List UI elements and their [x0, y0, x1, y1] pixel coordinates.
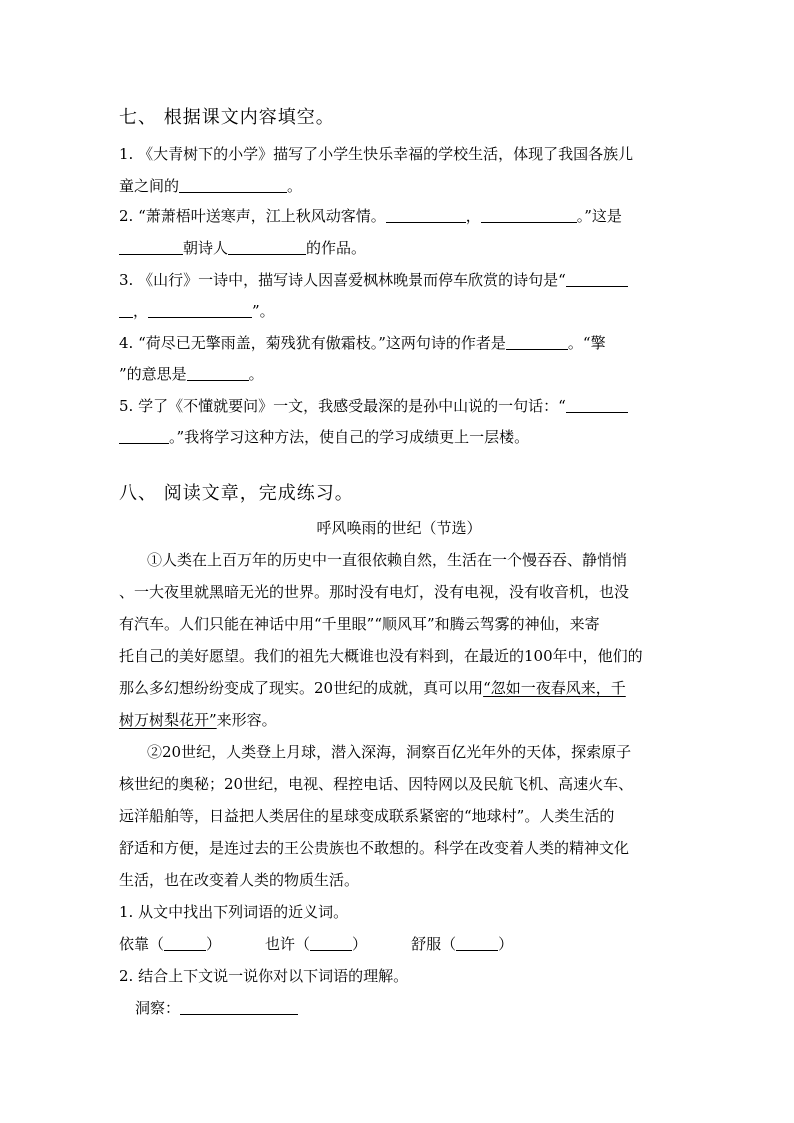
q2-line2	[119, 238, 679, 258]
q3-line2	[119, 301, 679, 321]
q2-text-a: 2. “萧萧梧叶送寒声，江上秋风动客情。	[119, 207, 386, 225]
q4-blank-author[interactable]	[506, 335, 568, 350]
synonym-row	[119, 934, 679, 954]
s8-q2-word-row	[119, 998, 679, 1018]
poem-quote-underlined: “忽如一夜春风来，千	[483, 679, 626, 697]
q5-line1	[119, 396, 679, 416]
q5-text-a: 5. 学了《不懂就要问》一文，我感受最深的是孙中山说的一句话：“	[119, 397, 566, 415]
p2-line1-text: ②20世纪，人类登上月球，潜入深海，洞察百亿光年外的天体，探索原子	[147, 743, 632, 761]
q2-text-d: 朝诗人	[183, 239, 229, 257]
s8-q1: 1. 从文中找出下列词语的近义词。	[119, 903, 349, 921]
syn-blank-3[interactable]	[456, 936, 498, 951]
q2-text-c: 。”这是	[576, 207, 622, 225]
syn-word-1: 依靠（	[119, 935, 165, 953]
q4-line1	[119, 333, 679, 353]
q3-line1	[119, 270, 679, 290]
q2-blank-2[interactable]	[481, 208, 577, 223]
p1-line4: 托自己的美好愿望。我们的祖先大概谁也没有料到，在最近的100年中，他们的	[119, 647, 643, 665]
p2-line3: 远洋船舶等，日益把人类居住的星球变成联系紧密的“地球村”。人类生活的	[119, 807, 615, 825]
q5-blank-a[interactable]	[566, 398, 628, 413]
q3-text-b: ，	[133, 302, 149, 320]
q3-blank-2[interactable]	[148, 303, 252, 318]
p2-line5: 生活，也在改变着人类的物质生活。	[119, 871, 360, 889]
syn-close-2: ）	[352, 935, 368, 953]
q1-end: 。	[287, 177, 303, 195]
s8-q2-blank[interactable]	[180, 1000, 298, 1015]
p1-line1-text: ①人类在上百万年的历史中一直很依赖自然，生活在一个慢吞吞、静悄悄	[147, 551, 628, 569]
syn-word-2: 也许（	[265, 935, 311, 953]
p2-line2: 核世纪的奥秘；20世纪，电视、程控电话、因特网以及民航飞机、高速火车、	[119, 775, 634, 793]
q2-text-e: 的作品。	[306, 239, 367, 257]
q2-blank-dynasty[interactable]	[119, 240, 183, 255]
q1-line1: 1. 《大青树下的小学》描写了小学生快乐幸福的学校生活，体现了我国各族儿	[119, 145, 634, 163]
q3-blank-1a[interactable]	[566, 272, 628, 287]
q4-text-d: 。	[248, 365, 264, 383]
s8-q2-word: 洞察：	[135, 999, 181, 1017]
q2-blank-poet[interactable]	[228, 240, 306, 255]
q4-blank-meaning[interactable]	[187, 366, 249, 381]
q1-text: 童之间的	[119, 177, 180, 195]
section8-title: 八、 阅读文章，完成练习。	[119, 483, 354, 504]
syn-blank-2[interactable]	[310, 936, 352, 951]
q1-blank[interactable]	[179, 178, 287, 193]
q4-text-c: ”的意思是	[119, 365, 187, 383]
q5-text-b: 。”我将学习这种方法，使自己的学习成绩更上一层楼。	[169, 428, 530, 446]
p2-line1	[119, 742, 679, 762]
poem-quote-underlined-cont: 树万树梨花开”	[119, 711, 217, 729]
syn-close-3: ）	[498, 935, 514, 953]
q3-blank-1b[interactable]	[119, 303, 133, 318]
s8-q2: 2. 结合上下文说一说你对以下词语的理解。	[119, 967, 409, 985]
q2-text-b: ，	[465, 207, 481, 225]
p2-line4: 舒适和方便，是连过去的王公贵族也不敢想的。科学在改变着人类的精神文化	[119, 839, 630, 857]
q5-blank-b[interactable]	[119, 429, 169, 444]
p1-line5	[119, 678, 679, 698]
p1-line1	[119, 550, 679, 570]
q4-line2	[119, 364, 679, 384]
p1-line3: 有汽车。人们只能在神话中用“千里眼”“顺风耳”和腾云驾雾的神仙，来寄	[119, 615, 600, 633]
syn-close-1: ）	[206, 935, 222, 953]
q1-line2	[119, 176, 679, 196]
syn-blank-1[interactable]	[164, 936, 206, 951]
q2-blank-1[interactable]	[386, 208, 466, 223]
p1-line6-text: 来形容。	[216, 711, 277, 729]
section7-title: 七、 根据课文内容填空。	[119, 107, 335, 128]
q2-line1	[119, 206, 679, 226]
q3-text-c: ”。	[252, 302, 275, 320]
q4-text-a: 4. “荷尽已无擎雨盖，菊残犹有傲霜枝。”这两句诗的作者是	[119, 334, 506, 352]
p1-line2: 、一大夜里就黑暗无光的世界。那时没有电灯，没有电视，没有收音机，也没	[119, 583, 630, 601]
q3-text-a: 3. 《山行》一诗中，描写诗人因喜爱枫林晚景而停车欣赏的诗句是“	[119, 271, 566, 289]
p1-line6	[119, 710, 679, 730]
q5-line2	[119, 427, 679, 447]
q4-text-b: 。“擎	[567, 334, 606, 352]
p1-line5-text: 那么多幻想纷纷变成了现实。20世纪的成就，真可以用	[119, 679, 484, 697]
syn-word-3: 舒服（	[411, 935, 457, 953]
article-title: 呼风唤雨的世纪（节选）	[316, 519, 482, 537]
